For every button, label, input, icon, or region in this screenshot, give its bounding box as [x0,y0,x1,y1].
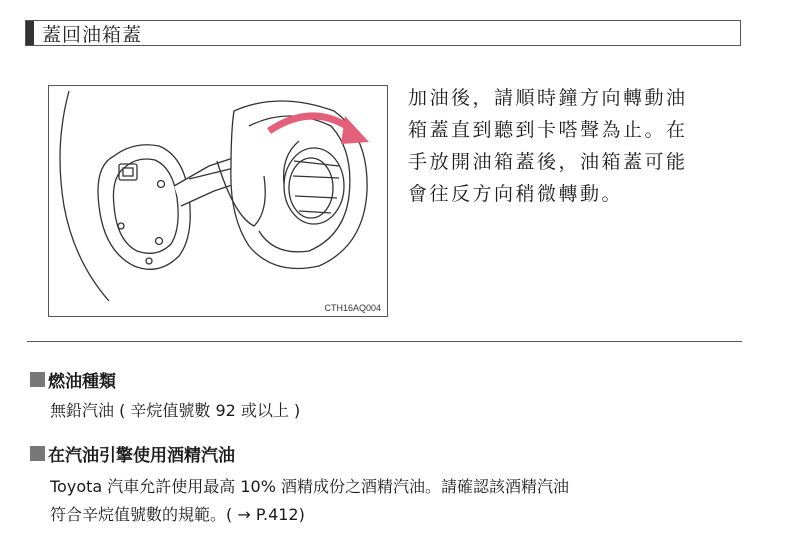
instruction-line: 手放開油箱蓋後，油箱蓋可能 [408,151,688,173]
section-body-ethanol [50,473,569,529]
page-title: 蓋回油箱蓋 [42,23,143,46]
body-line: Toyota 汽車允許使用最高 10% 酒精成份之酒精汽油。請確認該酒精汽油 [50,477,570,496]
instruction-text [408,82,748,210]
figure-code: CTH16AQ004 [324,303,381,313]
header-accent-bar [26,21,34,45]
section-body-fuel-type [50,397,300,425]
instruction-line: 加油後，請順時鐘方向轉動油 [408,87,688,109]
instruction-line: 箱蓋直到聽到卡嗒聲為止。在 [408,119,688,141]
body-line: 無鉛汽油 ( 辛烷值號數 92 或以上 ) [50,401,301,420]
section-heading-ethanol [30,441,235,466]
instruction-line: 會往反方向稍微轉動。 [408,183,624,205]
fuel-cap-illustration [48,85,388,317]
bullet-square-icon [30,372,45,387]
fuel-door-drawing [49,86,388,317]
bullet-square-icon [30,446,45,461]
body-line: 符合辛烷值號數的規範。( → P.412) [50,505,305,524]
section-divider [27,341,742,342]
arrow-head-icon [341,116,369,144]
section-header [25,20,741,46]
section-heading-fuel-type [30,367,116,392]
section-heading-text: 在汽油引擎使用酒精汽油 [48,446,235,466]
section-heading-text: 燃油種類 [48,372,116,392]
